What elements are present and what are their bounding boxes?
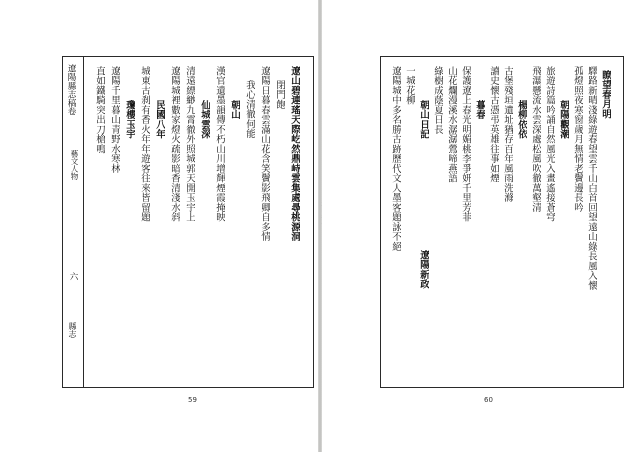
right-column-13: 綠樹成蔭夏日長 — [432, 66, 443, 135]
left-column-12: 瓊樓玉宇 — [124, 100, 135, 139]
left-column-14: 直如鐵騎突出刀槍鳴 — [94, 66, 105, 154]
left-column-1: 遼山碧連瑤天際屹然鼎峙雲集處尋桃源洞 — [289, 66, 300, 242]
right-column-5: 旅遊詩篇吟誦自然風光入畫遙接蒼穹 — [544, 66, 555, 222]
left-page-number: 59 — [188, 396, 197, 404]
left-column-7: 仙城雲深 — [199, 100, 210, 139]
right-column-7: 楊柳依依 — [516, 100, 527, 139]
right-column-3: 孤燈照夜寒窗歲月無情老鬢邊長吟 — [572, 66, 583, 213]
left-column-3: 遼陽日暮春雲滿山花含笑鬢影飛卿自多情 — [259, 66, 270, 242]
left-margin-title: 遼陽縣志稿卷 — [66, 64, 76, 116]
left-column-5: 朝山 — [229, 100, 240, 120]
right-column-16: 一城花柳 — [404, 66, 415, 105]
right-column-14: 朝山日記 — [418, 100, 429, 139]
left-margin-press: 縣志 — [68, 322, 77, 338]
left-column-11: 城東古刹有香火年年遊客往來皆留題 — [139, 66, 150, 222]
right-column-1: 瞭望春月明 — [600, 70, 611, 119]
right-column-11: 保護遼上春光明媚桃李爭妍千里芳菲 — [460, 66, 471, 222]
left-column-6: 漢官遺墨韻傳不朽山川增輝煙霞掩映 — [214, 66, 225, 222]
right-column-2: 驛路新晴淺綠遊春望雲千山白首回望遠山綠長風入懷 — [586, 66, 597, 291]
left-column-10: 民國八年 — [154, 100, 165, 139]
left-margin-subtitle: 藝文人物 — [70, 150, 79, 180]
right-column-15: 遼陽新政 — [418, 250, 429, 289]
right-column-6: 飛瀑懸流水雲深處松風吹徹萬壑清 — [530, 66, 541, 213]
left-page-fore-edge-rule — [83, 56, 84, 388]
right-column-4: 朝陽觀潮 — [558, 100, 569, 139]
right-page-number: 60 — [484, 396, 493, 404]
right-column-9: 讀史懷古憑弔英雄往事如煙 — [488, 66, 499, 183]
left-column-8: 清遠縹緲九霄徹外照城郭天開玉宇上 — [184, 66, 195, 222]
left-margin-number: 六 — [68, 272, 78, 281]
right-column-8: 古堡殘垣遺址猶存百年風雨洗滌 — [502, 66, 513, 203]
right-column-12: 山花爛漫溪水潺潺鶯啼燕語 — [446, 66, 457, 183]
left-column-2: 閉門飽 — [274, 80, 285, 110]
right-column-10: 暮春 — [474, 100, 485, 120]
right-column-17: 遼陽城中多名勝古跡歷代文人墨客題詠不絕 — [390, 66, 401, 252]
left-column-4: 我心清徹何能 — [244, 80, 255, 139]
left-column-13: 遼陽千里暮山青野水寒林 — [109, 66, 120, 174]
left-column-9: 遼陽城裡數家燈火疏影暗香清淺水斜 — [169, 66, 180, 222]
left-page — [0, 0, 318, 452]
